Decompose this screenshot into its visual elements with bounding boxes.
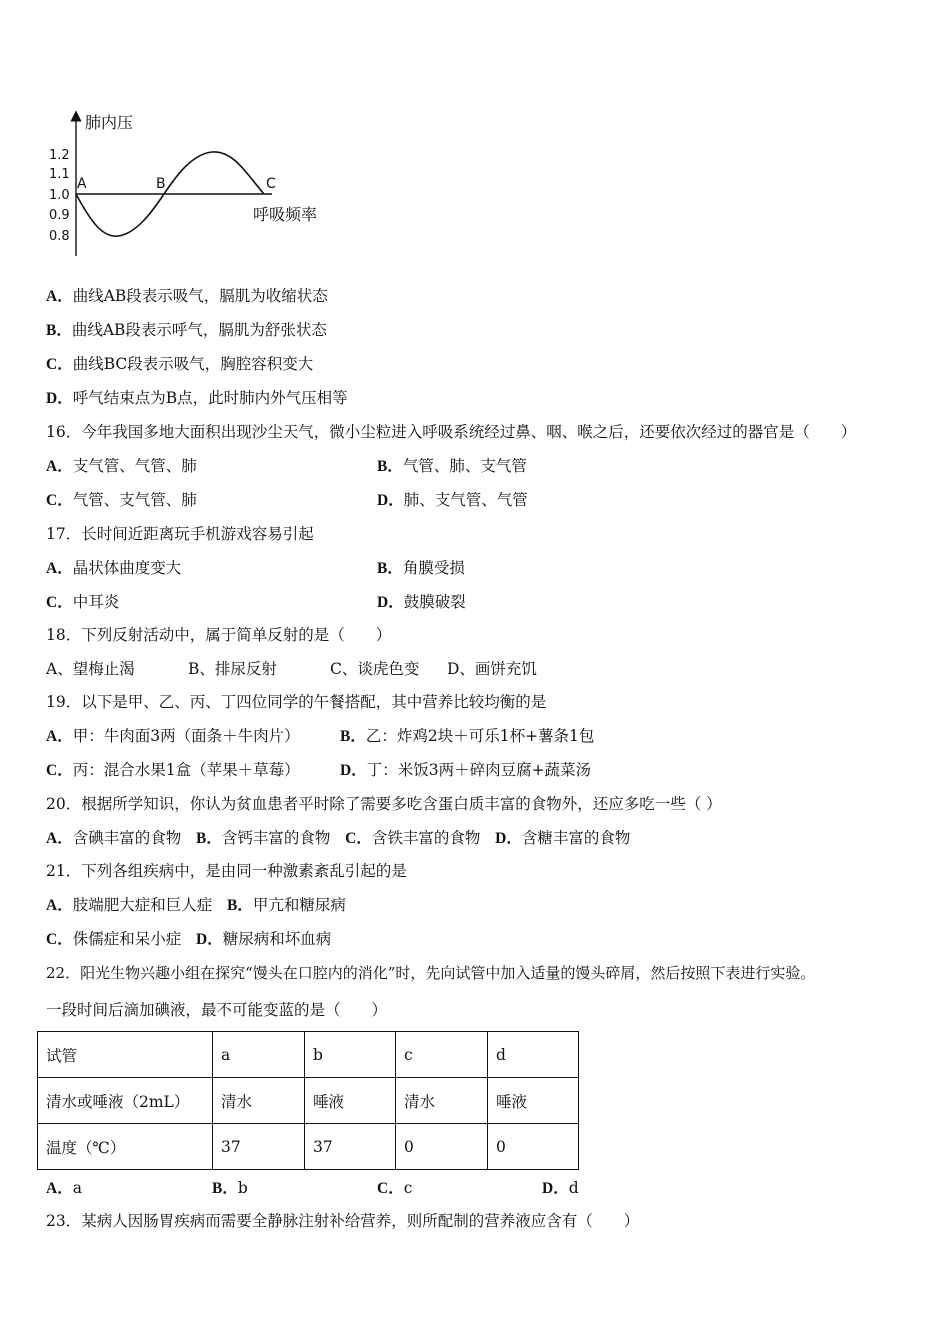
table-row — [38, 1124, 579, 1170]
option-text: 肺、支气管、气管 — [403, 491, 528, 509]
q16-option-a — [46, 456, 197, 477]
table-cell: c — [396, 1032, 488, 1078]
y-tick: 1.0 — [49, 188, 70, 203]
option-label: A． — [46, 1180, 73, 1197]
y-tick: 1.2 — [49, 148, 70, 163]
option-label: A． — [46, 897, 73, 914]
option-label: D． — [495, 830, 522, 847]
option-text: 糖尿病和坏血病 — [222, 930, 332, 948]
q16-option-b — [377, 456, 527, 477]
option-text: b — [237, 1179, 248, 1197]
q19-option-b — [340, 726, 594, 747]
option-label: A． — [46, 728, 73, 745]
q17-option-b — [377, 558, 465, 579]
q19-option-a — [46, 726, 300, 747]
option-label: A． — [46, 560, 73, 577]
option-text: 含糖丰富的食物 — [521, 829, 631, 847]
option-text: 侏儒症和呆小症 — [72, 930, 182, 948]
option-text: c — [403, 1179, 413, 1197]
q21-options-ab — [46, 895, 346, 916]
table-cell: d — [488, 1032, 579, 1078]
option-label: A． — [46, 288, 73, 305]
q22-stem-line2: 一段时间后滴加碘液，最不可能变蓝的是（ ） — [46, 1001, 388, 1019]
q17-stem: 17．长时间近距离玩手机游戏容易引起 — [46, 525, 314, 543]
table-cell: 试管 — [38, 1032, 213, 1078]
q16-stem: 16．今年我国多地大面积出现沙尘天气，微小尘粒进入呼吸系统经过鼻、咽、喉之后，还要依次经过的器官是（ ） — [46, 423, 857, 441]
q19-option-c — [46, 760, 300, 781]
experiment-table — [37, 1031, 579, 1170]
option-text: 呼气结束点为B点，此时肺内外气压相等 — [72, 389, 348, 407]
option-text: 支气管、气管、肺 — [72, 457, 197, 475]
table-row — [38, 1078, 579, 1124]
option-text: d — [568, 1179, 579, 1197]
option-label: D． — [377, 492, 404, 509]
option-label: B． — [377, 560, 403, 577]
x-axis-label: 呼吸频率 — [253, 205, 318, 224]
option-text: 晶状体曲度变大 — [72, 559, 182, 577]
option-label: D． — [196, 931, 223, 948]
q15-option-a — [46, 286, 328, 307]
q18-option-b: B、排尿反射 — [188, 660, 277, 678]
option-text: a — [72, 1179, 82, 1197]
option-label: D． — [542, 1180, 569, 1197]
point-b-label: B — [156, 176, 166, 192]
point-a-label: A — [77, 176, 87, 192]
option-label: D． — [377, 594, 404, 611]
option-text: 角膜受损 — [402, 559, 465, 577]
q18-stem: 18．下列反射活动中，属于简单反射的是（ ） — [46, 626, 392, 644]
q18-option-c: C、谈虎色变 — [330, 660, 420, 678]
y-tick: 0.8 — [49, 229, 70, 244]
q22-stem-line1: 22．阳光生物兴趣小组在探究“馒头在口腔内的消化”时，先向试管中加入适量的馒头碎屑，然后按照下表进行实验。 — [46, 964, 816, 982]
table-cell: 唾液 — [488, 1078, 579, 1124]
option-label: B． — [196, 830, 222, 847]
option-text: 甲：牛肉面3两（面条＋牛肉片） — [72, 727, 300, 745]
option-label: C． — [46, 594, 73, 611]
option-text: 含钙丰富的食物 — [221, 829, 331, 847]
option-label: C． — [345, 830, 372, 847]
option-text: 曲线AB段表示吸气，膈肌为收缩状态 — [72, 287, 328, 305]
point-c-label: C — [266, 176, 276, 192]
q17-option-c — [46, 592, 119, 613]
table-row — [38, 1032, 579, 1078]
q18-option-a: A、望梅止渴 — [46, 660, 135, 678]
table-cell: b — [305, 1032, 396, 1078]
option-label: A． — [46, 830, 73, 847]
q22-option-a — [46, 1178, 82, 1199]
option-text: 乙：炸鸡2块＋可乐1杯+薯条1包 — [365, 727, 595, 745]
q18-option-d: D、画饼充饥 — [447, 660, 537, 678]
y-tick: 0.9 — [49, 208, 70, 223]
q16-option-c — [46, 490, 197, 511]
q15-option-d — [46, 388, 348, 409]
option-text: 肢端肥大症和巨人症 — [72, 896, 213, 914]
q21-stem: 21．下列各组疾病中，是由同一种激素紊乱引起的是 — [46, 862, 407, 880]
option-text: 丙：混合水果1盒（苹果＋草莓） — [72, 761, 300, 779]
option-text: 含铁丰富的食物 — [371, 829, 481, 847]
table-cell: 0 — [488, 1124, 579, 1170]
option-text: 曲线BC段表示吸气，胸腔容积变大 — [72, 355, 314, 373]
y-tick: 1.1 — [49, 167, 70, 182]
q15-option-c — [46, 354, 313, 375]
option-text: 甲亢和糖尿病 — [252, 896, 346, 914]
option-text: 含碘丰富的食物 — [72, 829, 182, 847]
option-label: B． — [227, 897, 253, 914]
q15-option-b — [46, 320, 327, 341]
q19-option-d — [340, 760, 591, 781]
option-label: C． — [46, 356, 73, 373]
option-label: C． — [46, 931, 73, 948]
option-text: 丁：米饭3两＋碎肉豆腐+蔬菜汤 — [366, 761, 592, 779]
table-cell: a — [213, 1032, 305, 1078]
option-label: C． — [377, 1180, 404, 1197]
y-axis-label: 肺内压 — [85, 113, 134, 132]
table-cell: 清水 — [396, 1078, 488, 1124]
table-cell: 清水 — [213, 1078, 305, 1124]
option-label: B． — [46, 322, 72, 339]
q23-stem: 23．某病人因肠胃疾病而需要全静脉注射补给营养，则所配制的营养液应含有（ ） — [46, 1212, 640, 1230]
q20-options — [46, 828, 630, 849]
q17-option-d — [377, 592, 466, 613]
table-cell: 37 — [305, 1124, 396, 1170]
option-text: 中耳炎 — [72, 593, 120, 611]
lung-pressure-figure — [40, 108, 340, 263]
option-label: B． — [340, 728, 366, 745]
table-cell: 唾液 — [305, 1078, 396, 1124]
option-text: 曲线AB段表示呼气，膈肌为舒张状态 — [71, 321, 327, 339]
q22-option-b — [212, 1178, 248, 1199]
table-cell: 清水或唾液（2mL） — [38, 1078, 213, 1124]
option-label: D． — [340, 762, 367, 779]
option-text: 气管、肺、支气管 — [402, 457, 527, 475]
q21-options-cd — [46, 929, 331, 950]
option-text: 气管、支气管、肺 — [72, 491, 197, 509]
option-label: B． — [377, 458, 403, 475]
option-label: C． — [46, 762, 73, 779]
q19-stem: 19．以下是甲、乙、丙、丁四位同学的午餐搭配，其中营养比较均衡的是 — [46, 693, 547, 711]
table-cell: 温度（℃） — [38, 1124, 213, 1170]
option-label: C． — [46, 492, 73, 509]
q17-option-a — [46, 558, 181, 579]
q22-option-c — [377, 1178, 412, 1199]
table-cell: 37 — [213, 1124, 305, 1170]
option-label: D． — [46, 390, 73, 407]
table-cell: 0 — [396, 1124, 488, 1170]
q20-stem: 20．根据所学知识，你认为贫血患者平时除了需要多吃含蛋白质丰富的食物外，还应多吃一些（ ） — [46, 795, 722, 813]
option-text: 鼓膜破裂 — [403, 593, 466, 611]
option-label: B． — [212, 1180, 238, 1197]
option-label: A． — [46, 458, 73, 475]
q22-option-d — [542, 1178, 579, 1199]
q16-option-d — [377, 490, 528, 511]
